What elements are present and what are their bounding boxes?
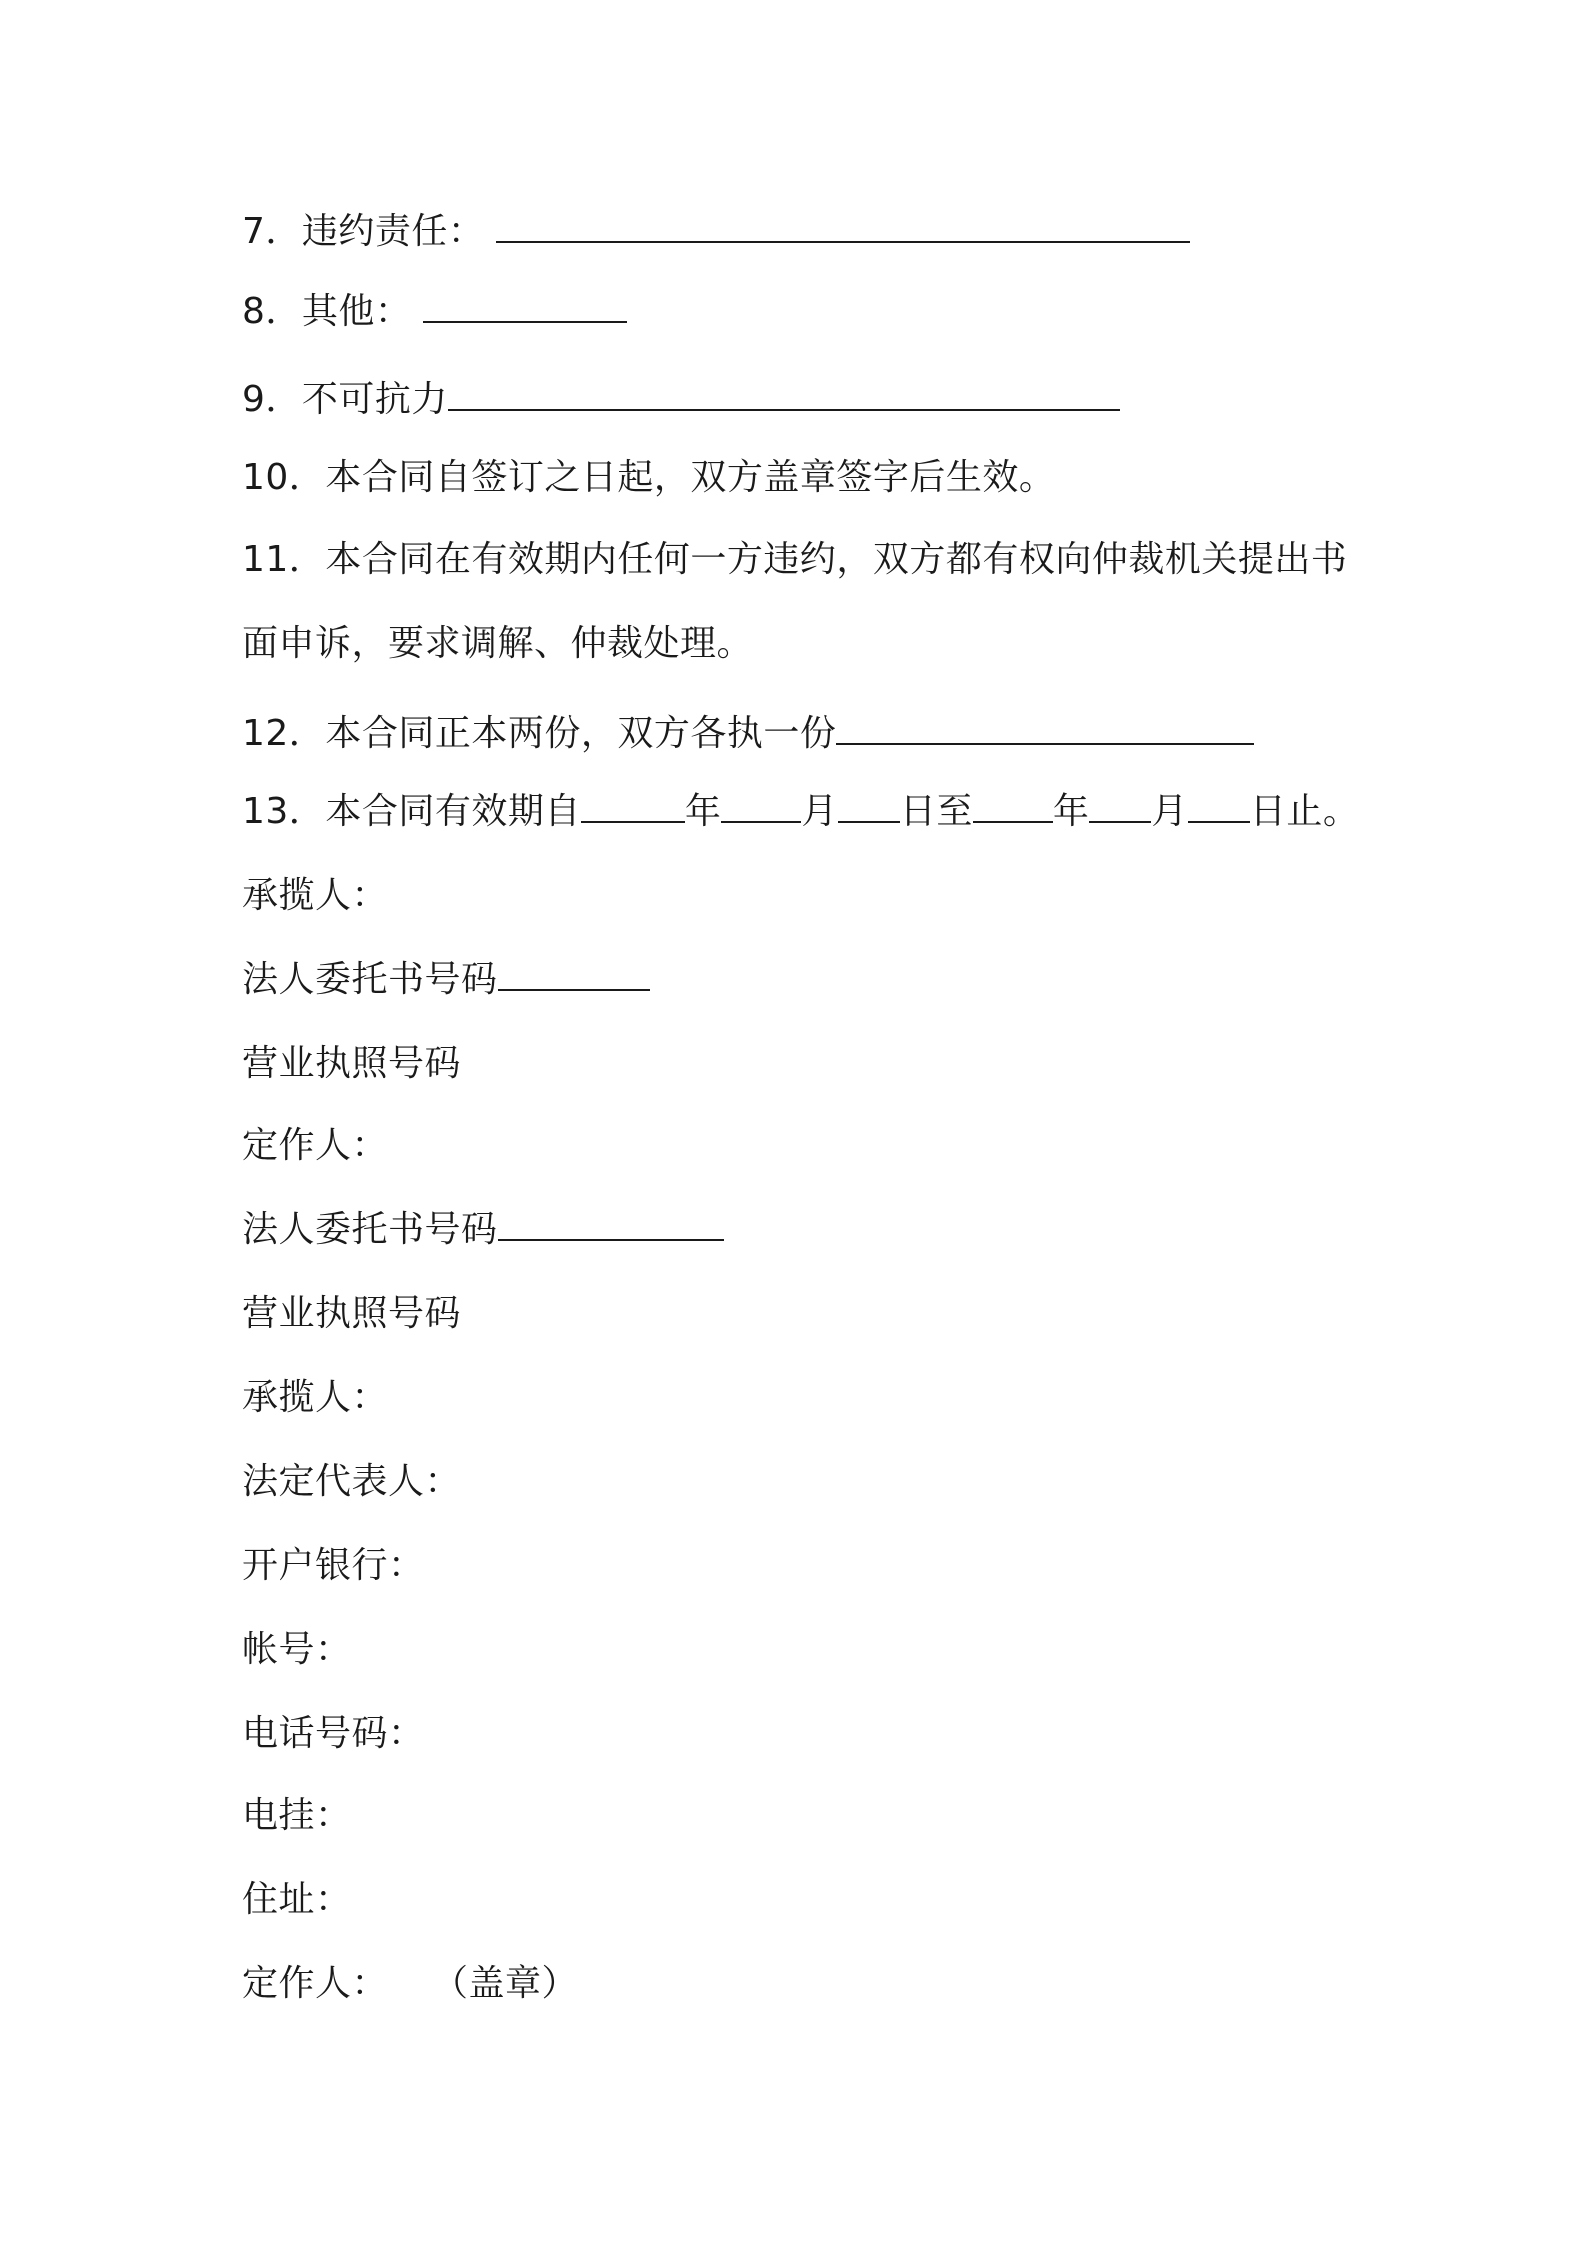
start-year-blank[interactable] xyxy=(581,791,685,823)
clause-11-line-1 xyxy=(242,536,1347,584)
clause-11-text-2: 面申诉，要求调解、仲裁处理。 xyxy=(242,623,754,664)
end-day-blank[interactable] xyxy=(1188,791,1250,823)
clause-9-number: 9． xyxy=(242,379,302,420)
start-day-label: 日至 xyxy=(899,791,973,832)
clause-8-number: 8． xyxy=(242,291,302,332)
legal-representative-label: 法定代表人： xyxy=(242,1461,462,1502)
clause-9-text: 不可抗力 xyxy=(301,379,448,420)
clause-12-text: 本合同正本两份，双方各执一份 xyxy=(325,713,837,754)
start-month-label: 月 xyxy=(801,791,838,832)
clause-10-text: 本合同自签订之日起，双方盖章签字后生效。 xyxy=(325,457,1056,498)
cable-label: 电挂： xyxy=(242,1795,352,1836)
clause-11-number: 11． xyxy=(242,539,326,580)
clause-9-blank[interactable] xyxy=(448,379,1120,411)
clause-8-text: 其他： xyxy=(301,291,412,332)
clause-8-blank[interactable] xyxy=(423,291,627,323)
orderer-sign xyxy=(242,1960,578,2008)
orderer-sign-label: 定作人： xyxy=(242,1963,389,2004)
bank-label: 开户银行： xyxy=(242,1545,425,1586)
clause-9 xyxy=(242,376,1120,424)
end-year-label: 年 xyxy=(1052,791,1090,832)
clause-11-line-2 xyxy=(242,620,753,668)
clause-11-text-1: 本合同在有效期内任何一方违约，双方都有权向仲裁机关提出书 xyxy=(325,539,1348,580)
account-label: 帐号： xyxy=(242,1629,352,1670)
contractor-proxy-number-label: 法人委托书号码 xyxy=(242,959,498,1000)
clause-12-blank[interactable] xyxy=(836,713,1254,745)
end-month-blank[interactable] xyxy=(1089,791,1151,823)
clause-8 xyxy=(242,288,627,336)
clause-13 xyxy=(242,788,1359,836)
orderer-proxy-number-label: 法人委托书号码 xyxy=(242,1209,498,1250)
orderer-license-number: 营业执照号码 xyxy=(242,1293,462,1334)
end-month-label: 月 xyxy=(1151,791,1188,832)
end-day-label: 日止。 xyxy=(1249,791,1360,832)
clause-7-text: 违约责任： xyxy=(301,211,485,252)
contractor-label: 承揽人： xyxy=(242,875,389,916)
contractor-proxy-number-blank[interactable] xyxy=(498,959,650,991)
clause-13-prefix: 本合同有效期自 xyxy=(325,791,581,832)
start-day-blank[interactable] xyxy=(838,791,900,823)
orderer-proxy-number-blank[interactable] xyxy=(498,1209,724,1241)
clause-10 xyxy=(242,454,1055,502)
clause-10-number: 10． xyxy=(242,457,326,498)
clause-7-blank[interactable] xyxy=(496,211,1190,243)
contractor-license-number: 营业执照号码 xyxy=(242,1043,462,1084)
clause-7 xyxy=(242,208,1190,256)
start-month-blank[interactable] xyxy=(721,791,801,823)
clause-13-number: 13． xyxy=(242,791,326,832)
clause-12 xyxy=(242,710,1254,758)
orderer-proxy-number xyxy=(242,1206,724,1254)
address-label: 住址： xyxy=(242,1879,352,1920)
phone-label: 电话号码： xyxy=(242,1713,425,1754)
contractor-proxy-number xyxy=(242,956,650,1004)
clause-12-number: 12． xyxy=(242,713,326,754)
seal-note: （盖章） xyxy=(432,1963,579,2004)
clause-7-number: 7． xyxy=(242,211,302,252)
start-year-label: 年 xyxy=(684,791,722,832)
orderer-label: 定作人： xyxy=(242,1125,389,1166)
end-year-blank[interactable] xyxy=(973,791,1053,823)
contractor-details-label: 承揽人： xyxy=(242,1377,389,1418)
